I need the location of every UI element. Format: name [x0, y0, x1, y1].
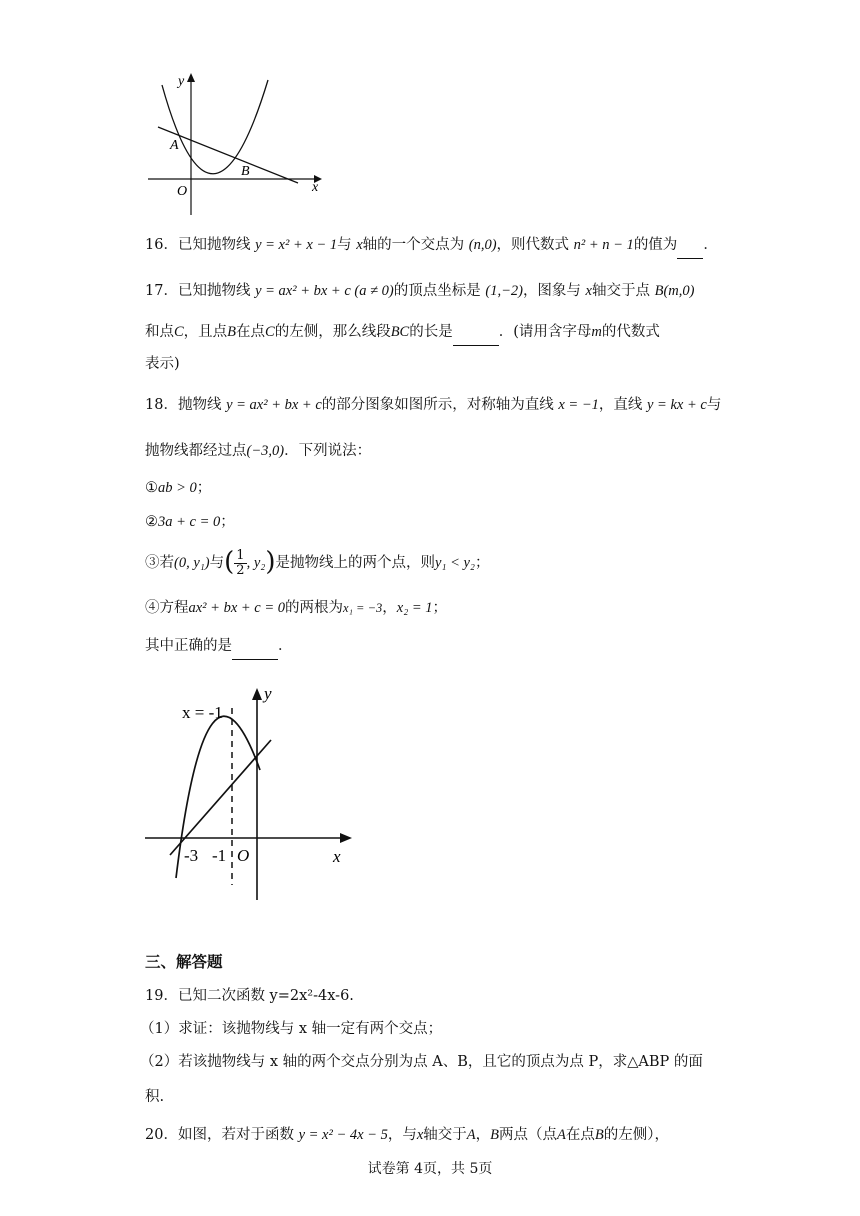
x-axis-label: x	[333, 847, 341, 866]
fraction-one-half: $\frac{1}{2}$	[236, 547, 245, 578]
statement-2: ②3a + c = 0；	[145, 514, 235, 530]
origin-label: O	[177, 184, 188, 199]
question-18-line-1: 18．抛物线 y = ax² + bx + c的部分图象如图所示，对称轴为直线 x = −1，直线 y = kx + c与	[145, 397, 722, 413]
question-19-part-2: （2）若该抛物线与 x 轴的两个交点分别为点 A、B，且它的顶点为点 P，求△ABP 的面	[140, 1054, 703, 1070]
statement-3: ③若(0, y₁)与( $\frac{1}{2}$ , y₂)是抛物线上的两个点，则y₁ < y₂；	[145, 547, 490, 578]
y-axis-label: y	[264, 684, 272, 703]
question-17-line-2: 和点C，且点B在点C的左侧，那么线段BC的长是 ．(请用含字母m的代数式	[145, 321, 660, 346]
page-footer: 试卷第 4页，共 5页	[367, 1161, 493, 1177]
origin-label: O	[237, 846, 250, 865]
point-a-label: A	[170, 138, 179, 153]
question-19-line-1: 19．已知二次函数 y=2x²-4x-6.	[145, 988, 354, 1004]
y-axis-arrow	[187, 73, 195, 82]
x-axis-label: x	[312, 180, 319, 195]
answer-blank-16[interactable]	[677, 236, 703, 259]
symmetry-axis-label: x = -1	[182, 703, 223, 722]
statement-1: ①ab > 0；	[145, 480, 212, 496]
answer-blank-17[interactable]	[453, 323, 499, 346]
figure-parabola-symmetry-axis	[140, 680, 370, 905]
tick-label-neg1: -1	[212, 846, 227, 865]
y-axis-arrow	[252, 688, 262, 700]
question-16: 16．已知抛物线 y = x² + x − 1与 x轴的一个交点为 (n,0)，则代数式 n² + n − 1的值为 ．	[145, 234, 718, 259]
question-17-line-1: 17．已知抛物线 y = ax² + bx + c (a ≠ 0)的顶点坐标是 (1,−2)，图象与 x轴交于点 B(m,0)	[145, 283, 695, 299]
x-axis-arrow	[340, 833, 352, 843]
y-axis-label: y	[178, 74, 185, 89]
question-18-closing: 其中正确的是 ．	[145, 635, 293, 660]
question-17-line-3: 表示)	[145, 356, 180, 372]
point-b-label: B	[241, 164, 250, 179]
statement-4: ④方程ax² + bx + c = 0的两根为x₁ = −3，x₂ = 1；	[145, 600, 448, 616]
parabola-curve	[162, 80, 268, 174]
question-19-part-1: （1）求证：该抛物线与 x 轴一定有两个交点；	[140, 1021, 443, 1037]
figure-parabola-line-ab	[140, 65, 340, 225]
section-3-title: 三、解答题	[145, 952, 223, 971]
answer-blank-18[interactable]	[232, 637, 278, 660]
question-20-line-1: 20．如图，若对于函数 y = x² − 4x − 5，与x轴交于A，B两点（点A在点B的左侧），	[145, 1127, 669, 1143]
tick-label-neg3: -3	[184, 846, 199, 865]
straight-line	[158, 127, 298, 183]
question-18-line-2: 抛物线都经过点(−3,0)．下列说法：	[145, 443, 372, 459]
question-19-part-2-cont: 积.	[145, 1089, 165, 1105]
